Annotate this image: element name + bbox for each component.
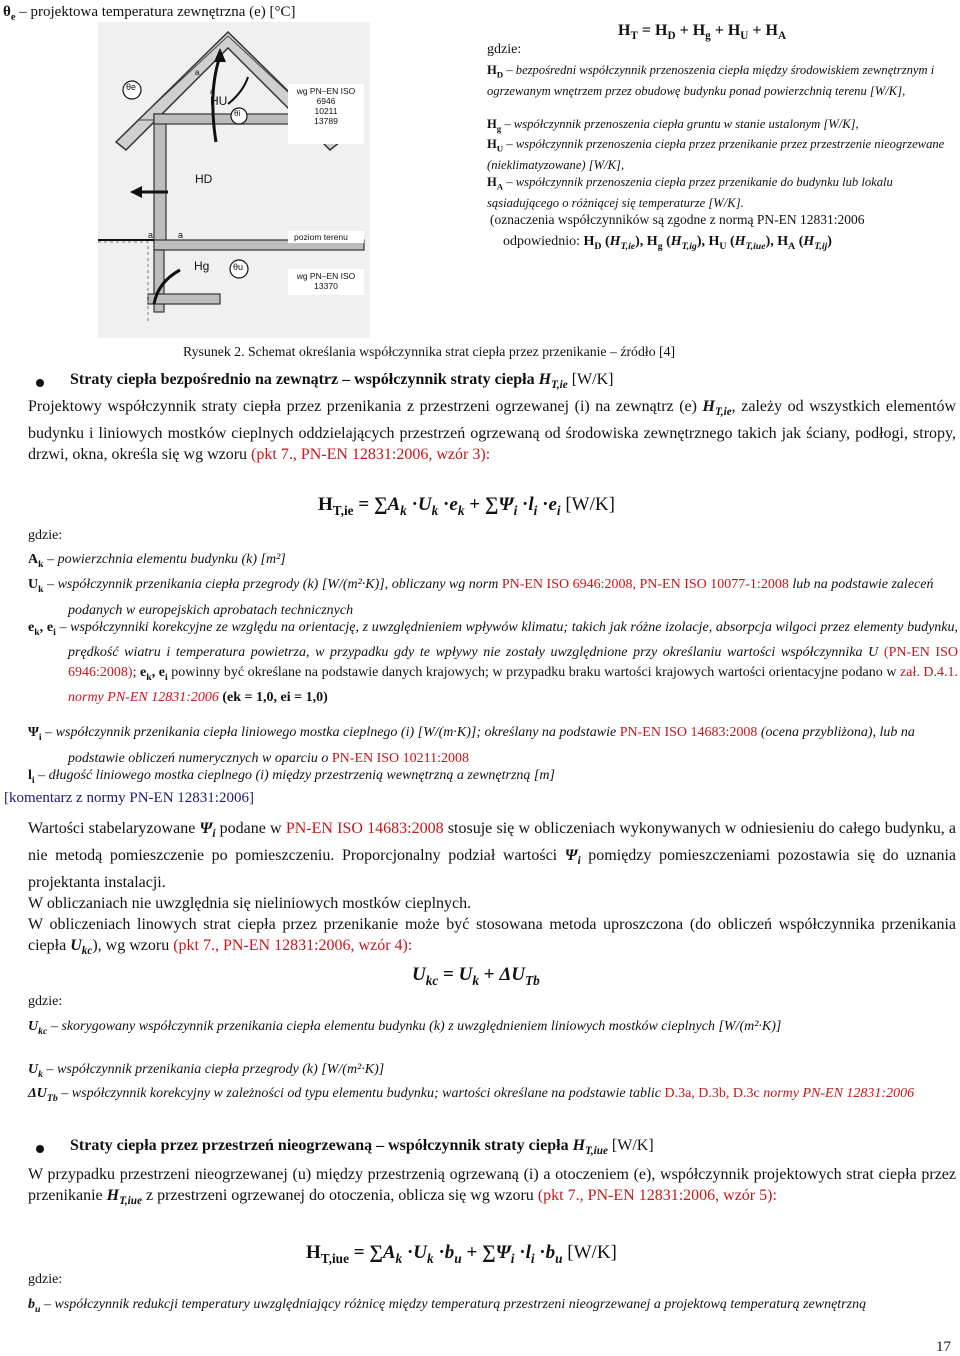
header-text: $\theta_e$ – projektowa temperatura zewnętrzna (e) [°C] [3, 4, 296, 23]
norm-label-top: wg PN–EN ISO 6946 10211 13789 [296, 86, 356, 126]
hu-label: HU [210, 94, 228, 108]
norm-note: (oznaczenia współczynników są zgodne z normą PN-EN 12831:2006 [490, 212, 865, 227]
comment-paragraph: Wartości stabelaryzowane $\Psi_i$ podane w PN-EN ISO 14683:2008 stosuje się w obliczeniach wykonywanych w odniesieniu do całego budynku, a nie metodą pomieszczenie po pomieszczeniu. Proporcjonalny podział wartości $\Psi_i$ pomiędzy pomieszczeniami pozostawia się do uznania projektanta instalacji. W obliczaniach nie uwzględnia się nieliniowych mostków cieplnych. W obliczeniach linowych strat ciepła przez przenikanie może być stosowana metoda uproszczona (do obliczeń współczynnika przenikania ciepła $U_{kc}$), wg wzoru (pkt 7., PN-EN 12831:2006, wzór 4): [28, 820, 957, 958]
heat-loss-diagram [98, 22, 370, 338]
ek-ei-definition: $e_k$, $e_i$ – współczynniki korekcyjne ze względu na orientację, z uwzględnieniem wpływów klimatu; takich jak różne izolacje, absorpcja wilgoci przez elementy budynku, prędkość wiatru i temperatura powietrza, w przypadku gdy te wpływy nie zostały uwzględnione przy określaniu wartości współczynnika U (PN-EN ISO 6946:2008); $e_k$, $e_i$ powinny być określane na podstawie danych krajowych; w przypadku braku wartości krajowych wartości orientacyjne podano w zał. D.4.1. normy PN-EN 12831:2006 (ek = 1,0, ei = 1,0) [28, 620, 959, 705]
psi-definition: $\Psi_i$ – współczynnik przenikania ciepła liniowego mostka cieplnego (i) [W/(m·K)]; określany na podstawie PN-EN ISO 14683:2008 (ocena przybliżona), lub na podstawie obliczeń numerycznych w oparciu o PN-EN ISO 10211:2008 [28, 725, 915, 766]
gdzie-label: gdzie: [487, 42, 522, 57]
dutb-definition: $\Delta U_{Tb}$ – współczynnik korekcyjny w zależności od typu elementu budynku; wartości określane na podstawie tablic D.3a, D.3b, D.3c normy PN-EN 12831:2006 [28, 1086, 915, 1104]
formula-hiue: $H_{T,iue} = \sum A_k \cdot U_k \cdot b_u + \sum\Psi_i \cdot l_i \cdot b_u$ [W/K] [306, 1242, 617, 1266]
norm-label-bottom: wg PN–EN ISO 13370 [296, 271, 356, 291]
hu-definition: $H_U$ – współczynnik przenoszenia ciepła przez przenikanie przez przestrzenie nieogrzewane (nieklimatyzowane) [W/K], [487, 137, 945, 172]
hd-label: HD [195, 172, 213, 186]
theta-e-label: θe [126, 82, 137, 92]
correspondence-line: odpowiednio: $H_D$ $(H_{T,ie})$, $H_g$ $(H_{T,ig})$, $H_U$ $(H_{T,iue})$, $H_A$ $(H_{T,ij})$ [503, 234, 832, 252]
bullet-2 [36, 1145, 44, 1153]
theta-u-label: θu [233, 262, 244, 272]
a-label-4: a [178, 230, 184, 240]
ha-definition: $H_A$ – współczynnik przenoszenia ciepła przez przenikanie do budynku lub lokalu sąsiadującego o różniącej się temperaturze [W/K]. [487, 175, 893, 210]
formula-hie: $H_{T,ie} = \sum A_k \cdot U_k \cdot e_k + \sum\Psi_i \cdot l_i \cdot e_i$ [W/K] [318, 494, 615, 518]
figure-caption: Rysunek 2. Schemat określania współczynnika strat ciepła przez przenikanie – źródło [4] [183, 344, 676, 359]
hg-label: Hg [194, 259, 210, 273]
hg-definition: $H_g$ – współczynnik przenoszenia ciepła gruntu w stanie ustalonym [W/K], [487, 117, 859, 134]
section2-paragraph: W przypadku przestrzeni nieogrzewanej (u) między przestrzenią ogrzewaną (i) a otoczeniem (e), współczynnik projektowych strat ciepła przez przenikanie $H_{T,iue}$ z przestrzeni ogrzewanej do otoczenia, oblicza się wg wzoru (pkt 7., PN-EN 12831:2006, wzór 5): [28, 1166, 956, 1208]
section1-paragraph: Projektowy współczynnik straty ciepła przez przenikania z przestrzeni ogrzewanej (i) na zewnątrz (e) $H_{T,ie}$, zależy od wszystkich elementów budynku i liniowych mostków cieplnych oddzielających przestrzeń ogrzewaną od środowiska zewnętrznego takich jak ściany, podłogi, stropy, drzwi, okna, określa się wg wzoru (pkt 7., PN-EN 12831:2006, wzór 3): [28, 398, 957, 464]
ukc-definition: $U_{kc}$ – skorygowany współczynnik przenikania ciepła elementu budynku (k) z uwzględnieniem liniowych mostków cieplnych [W/(m²·K)] [28, 1019, 782, 1037]
theta-i-label: θi [234, 109, 241, 118]
a-label-3: a [148, 230, 154, 240]
uk-definition: $U_k$ – współczynnik przenikania ciepła przegrody (k) [W/(m²·K)], obliczany wg norm PN-EN ISO 6946:2008, PN-EN ISO 10077-1:2008 lub na podstawie zaleceń podanych w europejskich aprobatach technicznych [28, 577, 934, 618]
page-number: 17 [936, 1339, 951, 1355]
ak-definition: $A_k$ – powierzchnia elementu budynku (k) [m²] [28, 552, 286, 570]
section1-heading: Straty ciepła bezpośrednio na zewnątrz – współczynnik straty ciepła $H_{T,ie}$ [W/K] [70, 371, 614, 392]
hd-definition: $H_D$ – bezpośredni współczynnik przenoszenia ciepła między środowiskiem zewnętrznym i ogrzewanym wnętrzem przez obudowę budynku ponad powierzchnią terenu [W/K], [487, 63, 935, 98]
ht-formula: $H_T = H_D + H_g + H_U + H_A$ [618, 22, 787, 43]
li-definition: $l_i$ – długość liniowego mostka cieplnego (i) między przestrzenią wewnętrzną a zewnętrzną [m] [28, 768, 555, 786]
a-label-2: a [210, 87, 215, 96]
gdzie-2: gdzie: [28, 994, 63, 1009]
formula-ukc: $U_{kc} = U_k + \Delta U_{Tb}$ [412, 964, 540, 988]
section2-heading: Straty ciepła przez przestrzeń nieogrzewaną – współczynnik straty ciepła $H_{T,iue}$ [W/K] [70, 1137, 654, 1158]
comment-tag: [komentarz z normy PN-EN 12831:2006] [4, 790, 254, 806]
gdzie-3: gdzie: [28, 1272, 63, 1287]
bullet-1 [36, 379, 44, 387]
ground-level-label: poziom terenu [294, 232, 348, 242]
uk-definition-2: $U_k$ – współczynnik przenikania ciepła przegrody (k) [W/(m²·K)] [28, 1062, 385, 1080]
gdzie-1: gdzie: [28, 528, 63, 543]
a-label-1: a [195, 68, 200, 77]
bu-definition: $b_u$ – współczynnik redukcji temperatury uwzględniający różnicę między temperaturą przestrzeni nieogrzewanej a projektową temperaturą zewnętrzną [28, 1297, 867, 1315]
